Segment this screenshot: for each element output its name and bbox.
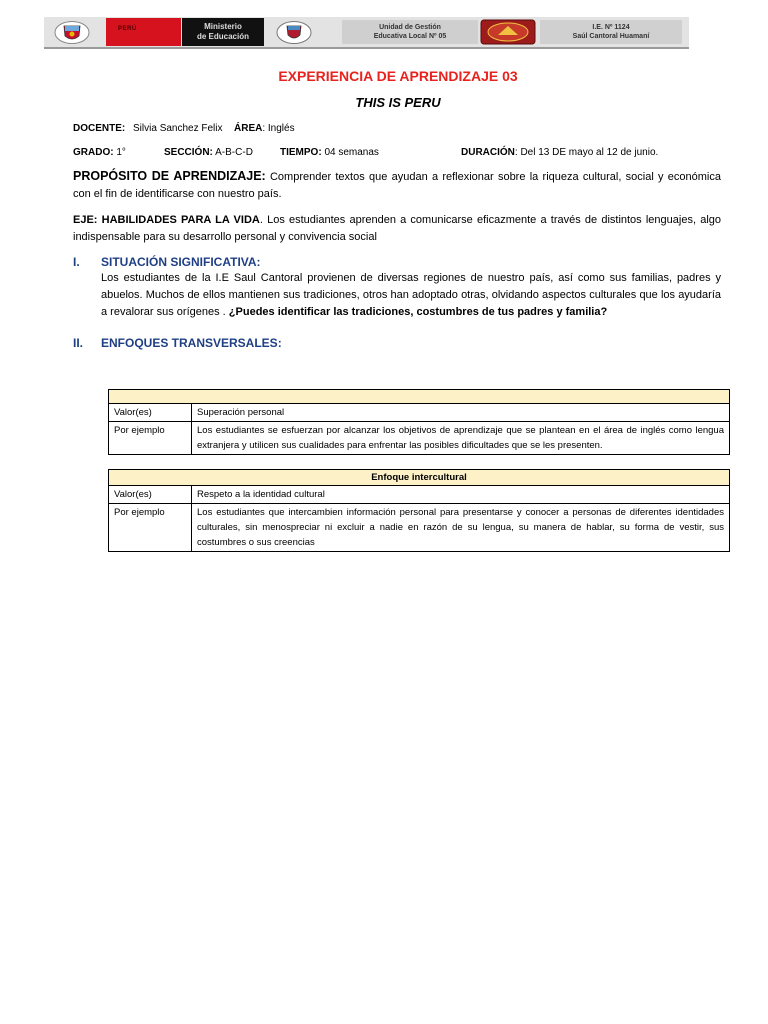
document-subtitle: THIS IS PERU: [355, 95, 441, 110]
situacion-text: Los estudiantes de la I.E Saul Cantoral provienen de diversas regiones de nuestro país, así como sus familias, padres y abuelos. Muchos de ellos mantienen sus tradiciones, otros han adoptado otras, olvidando aspectos culturales que los ayudaría a revalorar sus orígenes .: [101, 272, 721, 318]
ugel-line-2: Educativa Local Nº 05: [373, 33, 447, 40]
ugel-line-1: Unidad de Gestión: [379, 24, 441, 31]
seccion-label: SECCIÓN:: [164, 147, 213, 158]
area-row: [234, 123, 295, 134]
table-row: [109, 504, 730, 552]
peru-coat-of-arms-icon: [52, 20, 92, 45]
tiempo-label: TIEMPO:: [280, 147, 322, 158]
table-header-row: [109, 470, 730, 486]
proposito-text: Comprender textos que ayudan a reflexionar sobre la riqueza cultural, social y económica con el fin de identificarse con nuestro país.: [73, 171, 721, 200]
proposito-paragraph: [73, 168, 721, 203]
school-emblem-icon: [480, 19, 536, 45]
school-line-2: Saúl Cantoral Huamaní: [572, 33, 650, 40]
ejemplo-value: Los estudiantes se esfuerzan por alcanzar los objetivos de aprendizaje que se plantean en el área de inglés como lengua extranjera y utilicen sus cualidades para enfrentar las posibles dificultades que se les presenten.: [192, 422, 730, 455]
situacion-paragraph: [101, 270, 721, 321]
section-2-number: II.: [73, 336, 84, 350]
ugel-label-box: [342, 20, 478, 44]
table-row: [109, 422, 730, 455]
seccion-value: A-B-C-D: [215, 147, 253, 158]
tiempo-row: [280, 147, 379, 158]
valor-label: Valor(es): [109, 486, 192, 504]
area-value: : Inglés: [262, 123, 295, 134]
ejemplo-label: Por ejemplo: [109, 504, 192, 552]
docente-label: DOCENTE:: [73, 123, 126, 134]
eje-text: . Los estudiantes aprenden a comunicarse eficazmente a través de distintos lenguajes, algo indispensable para su desarrollo personal y convivencia social: [73, 214, 721, 243]
valor-value: Superación personal: [192, 404, 730, 422]
proposito-label: PROPÓSITO DE APRENDIZAJE:: [73, 169, 266, 183]
section-1-heading: SITUACIÓN SIGNIFICATIVA:: [101, 255, 261, 269]
ministry-line-2: de Educación: [196, 32, 249, 41]
duracion-value: : Del 13 DE mayo al 12 de junio.: [514, 147, 659, 158]
duracion-label: DURACIÓN: [461, 147, 515, 158]
ejemplo-label: Por ejemplo: [109, 422, 192, 455]
table-row: [109, 404, 730, 422]
enfoque-table-1: [108, 389, 730, 455]
tiempo-value: 04 semanas: [324, 147, 379, 158]
docente-value: Silvia Sanchez Felix: [133, 123, 223, 134]
area-label: ÁREA: [234, 123, 263, 134]
national-shield-icon: [274, 20, 314, 45]
header-banner: [44, 17, 689, 49]
table-row: [109, 486, 730, 504]
valor-value: Respeto a la identidad cultural: [192, 486, 730, 504]
section-2-heading: ENFOQUES TRANSVERSALES:: [101, 336, 282, 350]
grado-row: [73, 147, 126, 158]
ministry-label-box: [182, 18, 264, 46]
docente-row: [73, 123, 223, 134]
document-title: EXPERIENCIA DE APRENDIZAJE 03: [278, 68, 518, 84]
ejemplo-value: Los estudiantes que intercambien información personal para presentarse y conocer a personas de diferentes identidades culturales, sin menospreciar ni excluir a nadie en razón de su lengua, su manera de hablar, su forma de vestir, sus costumbres o sus creencias: [192, 504, 730, 552]
table-header: [109, 390, 730, 404]
eje-paragraph: [73, 212, 721, 246]
grado-value: 1°: [116, 147, 126, 158]
eje-label: EJE: HABILIDADES PARA LA VIDA: [73, 214, 260, 226]
school-label-box: [540, 20, 682, 44]
peru-label: PERÚ: [118, 26, 137, 32]
table-header: Enfoque intercultural: [109, 470, 730, 486]
peru-label-box: [106, 18, 181, 46]
situacion-question: ¿Puedes identificar las tradiciones, costumbres de tus padres y familia?: [228, 306, 608, 318]
duracion-row: [461, 147, 658, 158]
ministry-line-1: Ministerio: [204, 22, 242, 31]
seccion-row: [164, 147, 253, 158]
grado-label: GRADO:: [73, 147, 114, 158]
table-header-row: [109, 390, 730, 404]
school-line-1: I.E. Nº 1124: [592, 24, 630, 31]
section-1-number: I.: [73, 255, 80, 269]
enfoque-table-2: [108, 469, 730, 552]
valor-label: Valor(es): [109, 404, 192, 422]
